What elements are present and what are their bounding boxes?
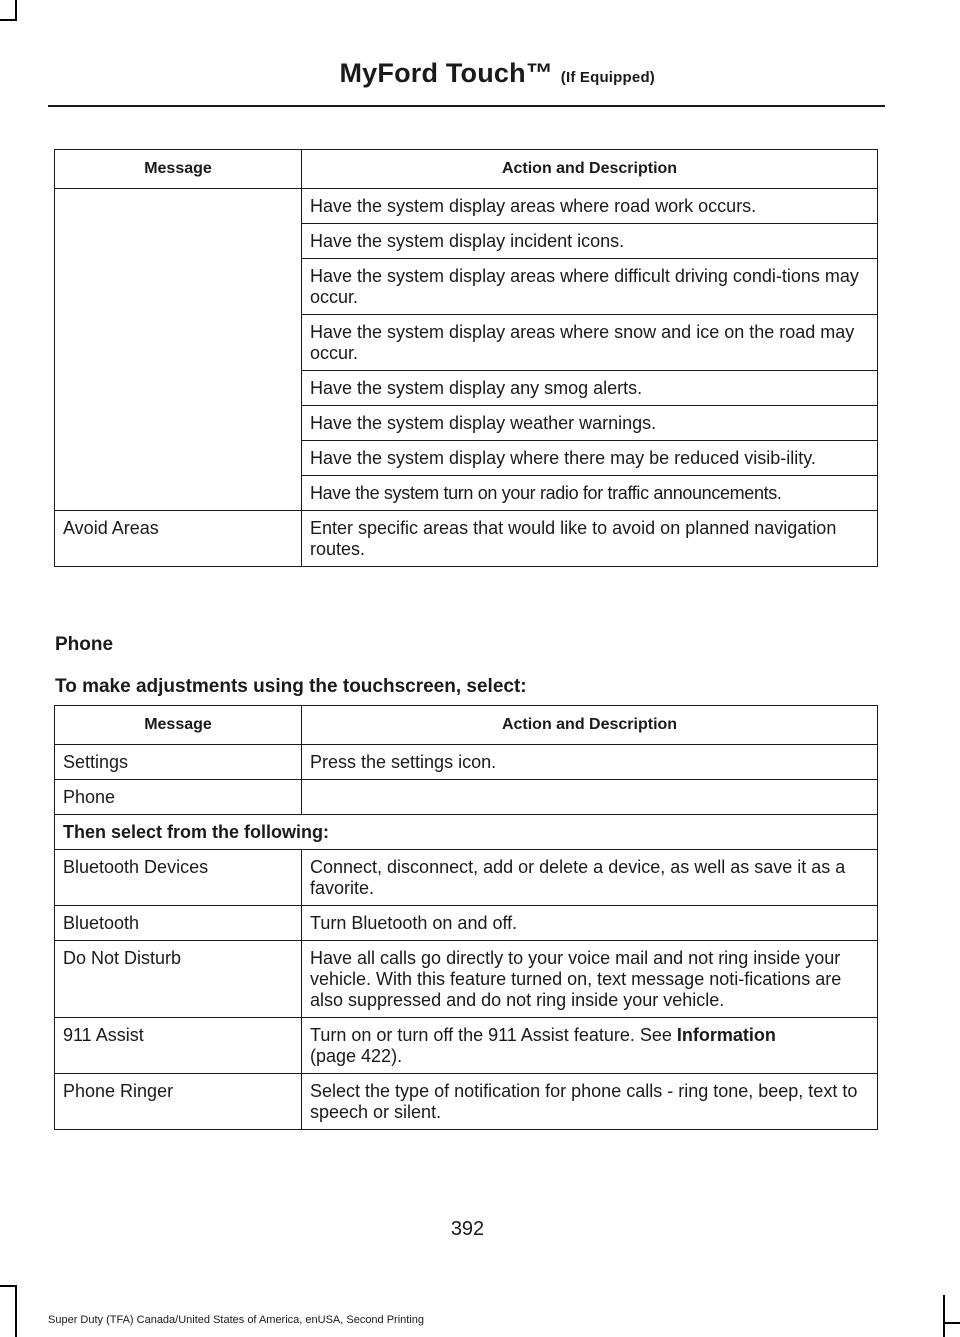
table-row <box>55 850 878 906</box>
table-header-row <box>55 150 878 189</box>
column-header-message: Message <box>55 706 302 745</box>
phone-settings-table <box>54 705 878 1130</box>
header-rule <box>48 105 885 107</box>
action-cell: Have the system display weather warnings. <box>302 406 878 441</box>
crop-mark <box>15 1285 17 1337</box>
action-cell: Have all calls go directly to your voice mail and not ring inside your vehicle. With this feature turned on, text message noti-fications are also suppressed and do not ring inside your vehicle. <box>302 941 878 1018</box>
action-cell: Turn Bluetooth on and off. <box>302 906 878 941</box>
action-cell: Have the system display areas where road work occurs. <box>302 189 878 224</box>
message-cell: Settings <box>55 745 302 780</box>
page-reference: (page 422). <box>310 1046 403 1066</box>
table-row <box>55 189 878 224</box>
action-cell <box>302 780 878 815</box>
footer-text: Super Duty (TFA) Canada/United States of America, enUSA, Second Printing <box>48 1314 425 1326</box>
column-header-action: Action and Description <box>302 706 878 745</box>
action-cell: Have the system turn on your radio for traffic announcements. <box>302 476 878 511</box>
table-row <box>55 780 878 815</box>
column-header-message: Message <box>55 150 302 189</box>
table-row <box>55 1018 878 1074</box>
table-header-row <box>55 706 878 745</box>
table-row <box>55 941 878 1018</box>
action-cell: Select the type of notification for phone calls - ring tone, beep, text to speech or silent. <box>302 1074 878 1130</box>
message-cell: Bluetooth <box>55 906 302 941</box>
message-cell: Bluetooth Devices <box>55 850 302 906</box>
table-row <box>55 906 878 941</box>
message-cell: Phone Ringer <box>55 1074 302 1130</box>
information-link[interactable]: Information <box>676 1025 776 1045</box>
action-cell: Connect, disconnect, add or delete a device, as well as save it as a favorite. <box>302 850 878 906</box>
crop-mark <box>0 19 17 21</box>
table-row <box>55 511 878 567</box>
action-cell: Press the settings icon. <box>302 745 878 780</box>
action-cell: Have the system display areas where difficult driving condi-tions may occur. <box>302 259 878 315</box>
message-cell: Do Not Disturb <box>55 941 302 1018</box>
action-cell: Enter specific areas that would like to avoid on planned navigation routes. <box>302 511 878 567</box>
header-title-text: MyFord Touch™ <box>339 58 554 88</box>
header-title-suffix: (If Equipped) <box>560 69 655 86</box>
crop-mark <box>0 1285 17 1287</box>
table-row <box>55 815 878 850</box>
column-header-action: Action and Description <box>302 150 878 189</box>
message-cell: Phone <box>55 780 302 815</box>
crop-mark <box>15 0 17 20</box>
message-cell: 911 Assist <box>55 1018 302 1074</box>
page-number: 392 <box>450 1218 485 1240</box>
crop-mark <box>943 1322 960 1324</box>
action-cell: Have the system display incident icons. <box>302 224 878 259</box>
action-cell: Have the system display where there may be reduced visib-ility. <box>302 441 878 476</box>
action-cell <box>302 1018 878 1074</box>
section-intro: To make adjustments using the touchscreen, select: <box>55 676 527 697</box>
table-row <box>55 745 878 780</box>
traffic-settings-table <box>54 149 878 567</box>
action-cell: Have the system display any smog alerts. <box>302 371 878 406</box>
table-row <box>55 1074 878 1130</box>
message-cell-empty <box>55 189 302 511</box>
action-text: Turn on or turn off the 911 Assist feature. See <box>310 1025 677 1045</box>
message-cell: Avoid Areas <box>55 511 302 567</box>
action-cell: Have the system display areas where snow and ice on the road may occur. <box>302 315 878 371</box>
then-select-row: Then select from the following: <box>55 815 878 850</box>
section-title: Phone <box>55 634 114 655</box>
crop-mark <box>943 1295 945 1337</box>
page-header-title <box>339 58 655 89</box>
